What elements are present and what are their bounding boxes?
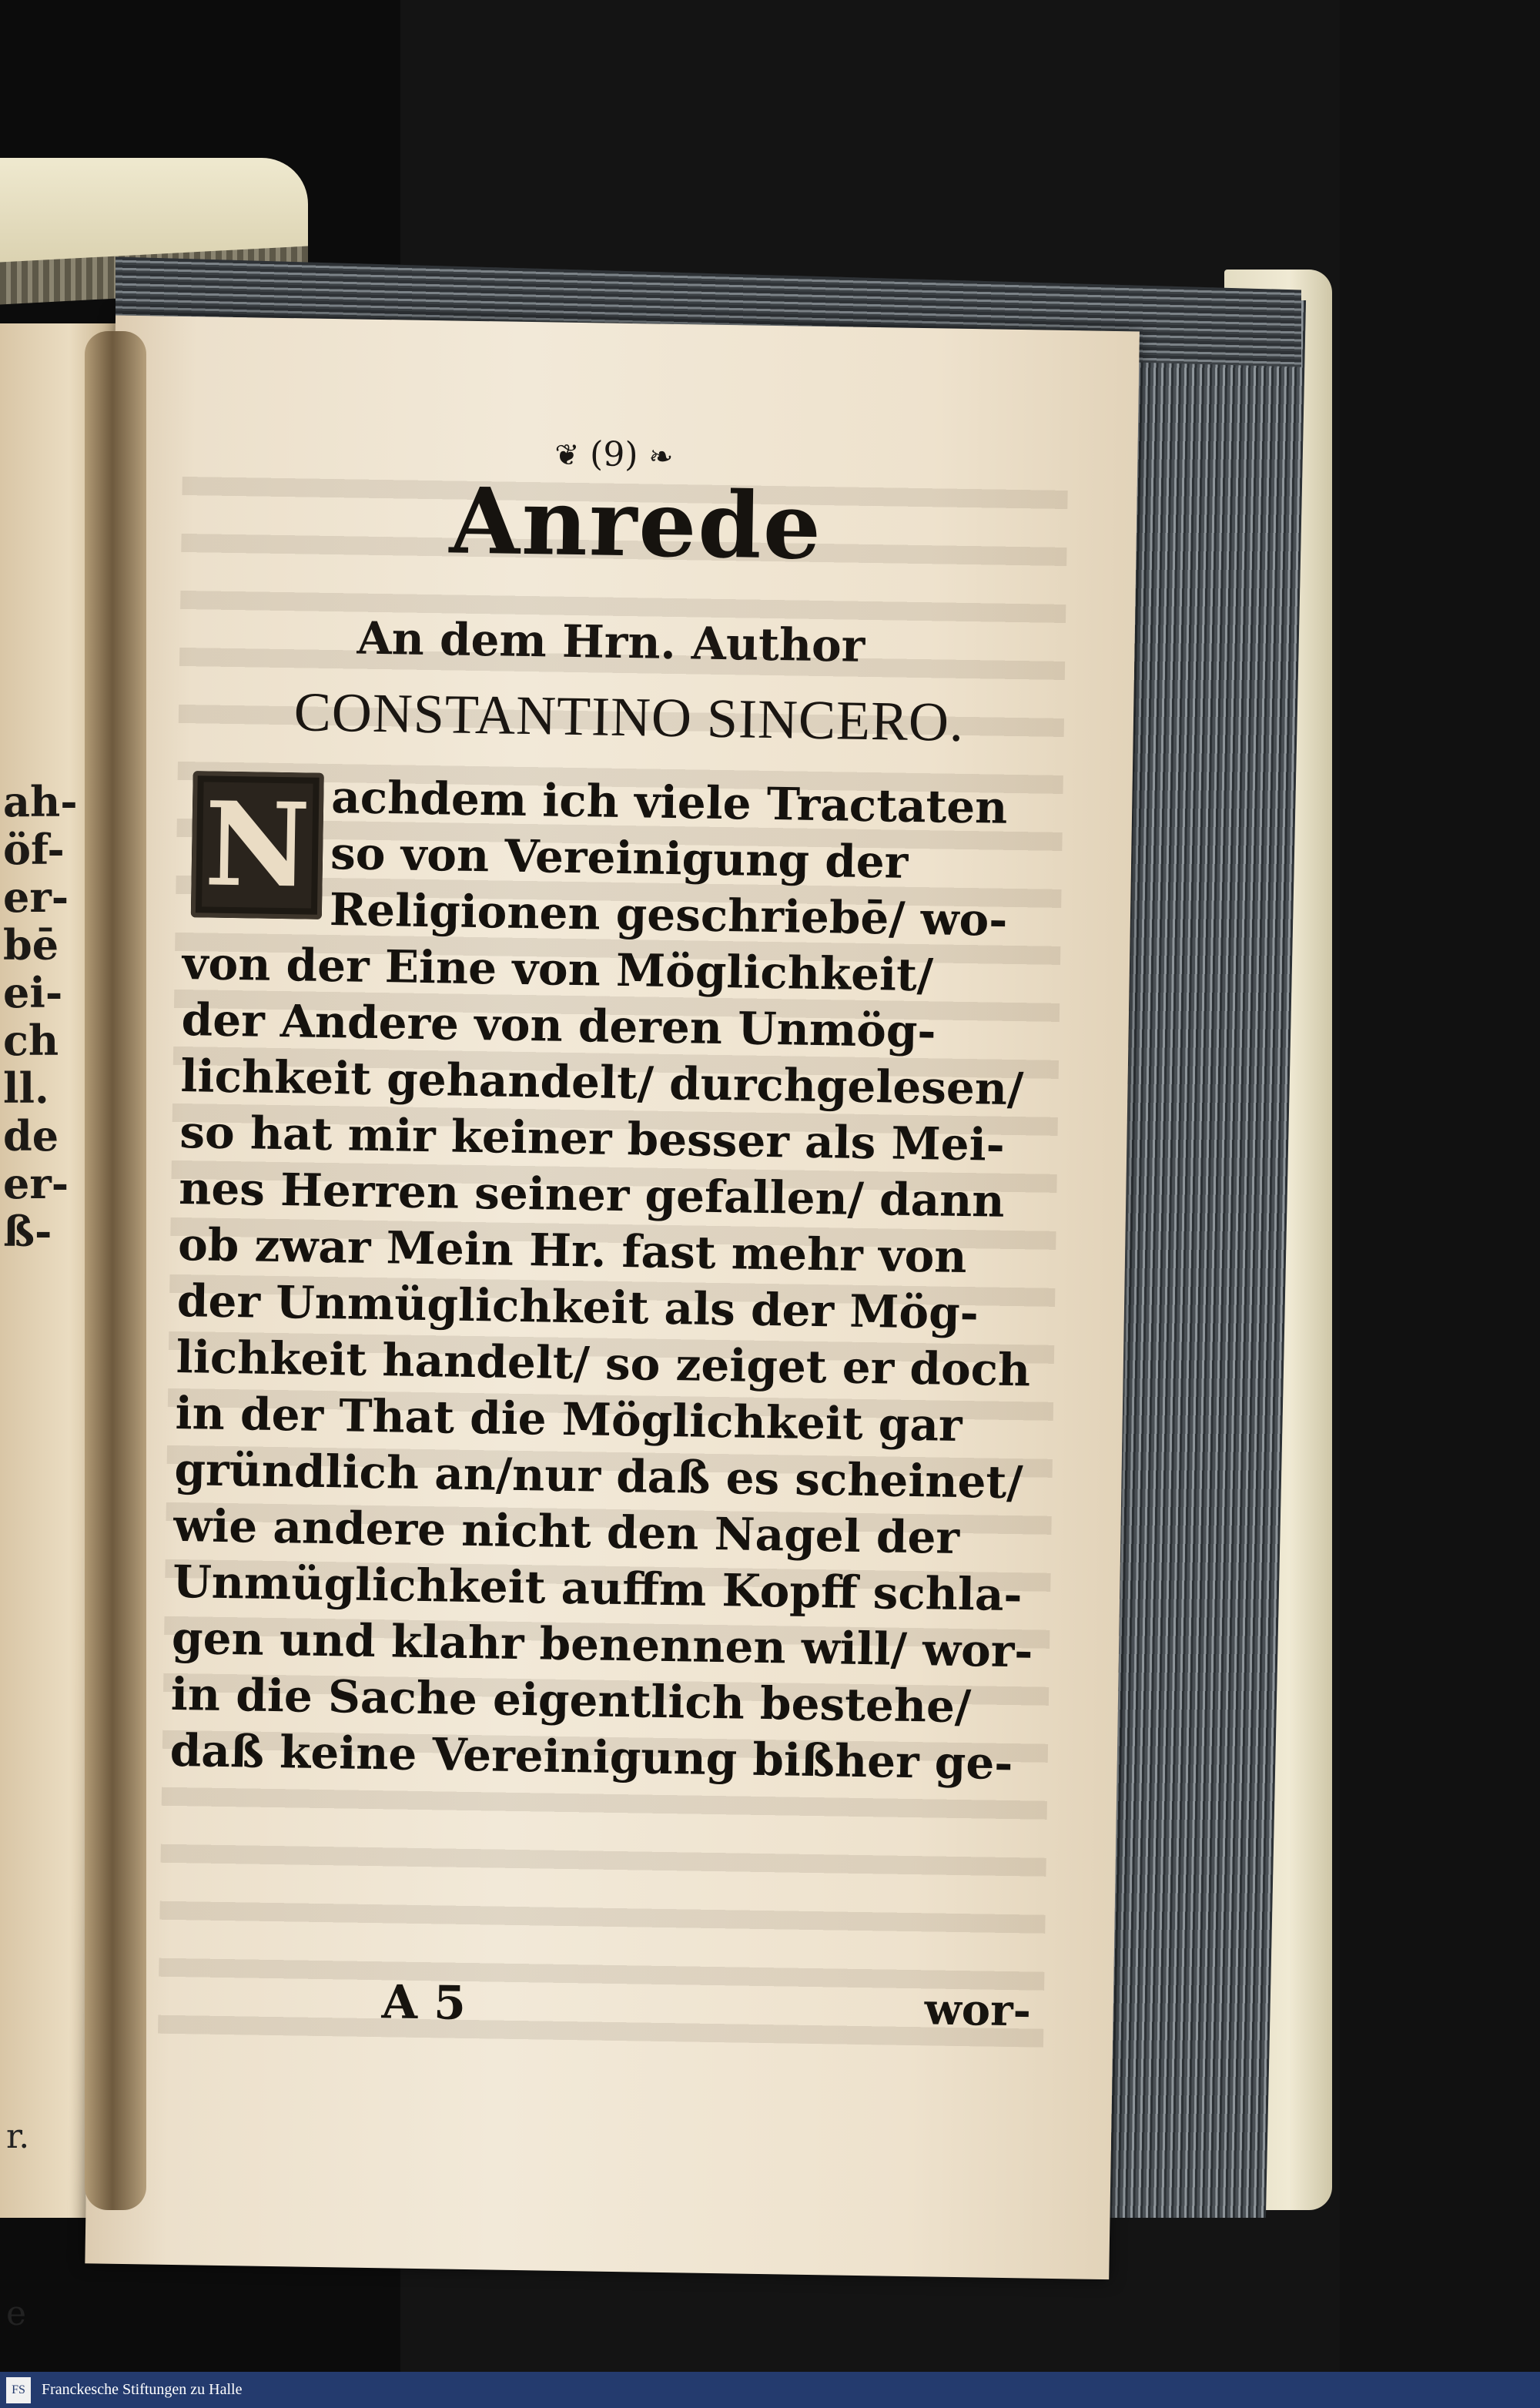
page-subheading: An dem Hrn. Author <box>357 611 865 672</box>
catchword: wor- <box>924 1984 1032 2037</box>
institution-logo-icon: FS <box>6 2377 31 2403</box>
ornament-left-icon: ❦ <box>554 437 580 473</box>
left-fragment: ch <box>3 1016 59 1065</box>
text-line: nes Herren seiner gefallen/ dann <box>178 1161 1006 1227</box>
signature-mark: A 5 <box>381 1975 467 2031</box>
book-gutter <box>85 331 146 2210</box>
footer-credit: Franckesche Stiftungen zu Halle <box>42 2381 243 2398</box>
text-line: achdem ich viele Tractaten <box>330 771 1008 834</box>
text-line: so hat mir keiner besser als Mei- <box>179 1105 1006 1171</box>
left-fragment: ei- <box>3 968 63 1017</box>
left-fragment: öf- <box>3 825 65 874</box>
left-margin-marks <box>6 2048 29 2403</box>
text-line: lichkeit handelt/ so zeiget er doch <box>176 1330 1031 1397</box>
left-fragment: de <box>3 1111 59 1160</box>
backdrop <box>1340 0 1540 2372</box>
body-text <box>169 767 1070 1793</box>
drop-cap: N <box>191 771 324 919</box>
right-page <box>85 316 1140 2280</box>
text-line: so von Vereinigung der <box>330 827 909 889</box>
text-line: in die Sache eigentlich bestehe/ <box>170 1667 972 1733</box>
left-fragment: ß- <box>3 1207 52 1256</box>
text-line: der Unmüglichkeit als der Mög- <box>176 1274 979 1340</box>
footer-bar <box>0 2372 1540 2408</box>
text-line: von der Eine von Möglichkeit/ <box>182 937 934 1002</box>
left-page-text <box>3 778 95 1255</box>
text-line: ob zwar Mein Hr. fast mehr von <box>177 1217 968 1284</box>
text-line: in der That die Möglichkeit gar <box>175 1386 963 1452</box>
left-margin-mark: r. <box>6 2117 30 2156</box>
page-number-text: (9) <box>589 434 638 475</box>
text-line: Religionen geschriebē/ wo- <box>329 883 1008 946</box>
text-line: gründlich an/nur daß es scheinet/ <box>174 1442 1023 1509</box>
left-fragment: bē <box>3 920 59 970</box>
text-line: wie andere nicht den Nagel der <box>172 1499 960 1564</box>
left-fragment: er- <box>3 1159 69 1208</box>
page-heading: Anrede <box>448 467 824 580</box>
left-fragment: ah- <box>3 777 78 826</box>
text-line: der Andere von deren Unmög- <box>181 993 937 1058</box>
left-margin-mark: e <box>6 2294 27 2333</box>
text-line: Unmüglichkeit auffm Kopff schla- <box>172 1555 1023 1622</box>
text-line: daß keine Vereinigung bißher ge- <box>169 1723 1013 1790</box>
left-fragment: er- <box>3 872 69 922</box>
left-fragment: ll. <box>3 1063 49 1113</box>
ornament-right-icon: ❧ <box>648 439 674 474</box>
text-line: lichkeit gehandelt/ durchgelesen/ <box>180 1050 1024 1116</box>
addressee: CONSTANTINO SINCERO. <box>293 681 965 753</box>
text-line: gen und klahr benennen will/ wor- <box>171 1611 1033 1678</box>
